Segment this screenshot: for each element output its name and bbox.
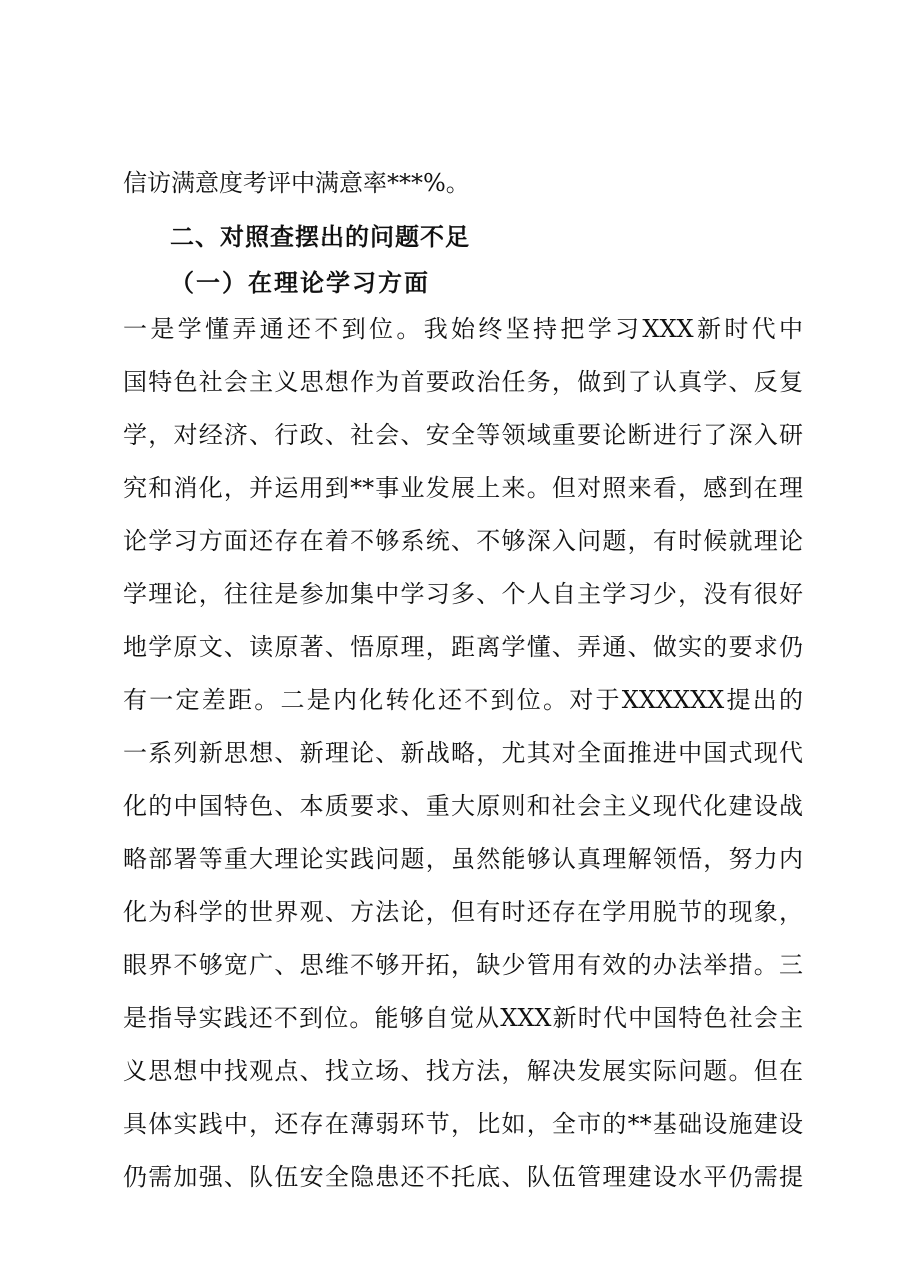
paragraph-line: 一系列新思想、新理论、新战略，尤其对全面推进中国式现代 xyxy=(123,739,803,767)
section-heading: 二、对照查摆出的问题不足 xyxy=(170,223,470,251)
paragraph-line: 略部署等重大理论实践问题，虽然能够认真理解领悟，努力内 xyxy=(123,845,803,873)
paragraph-line: 化的中国特色、本质要求、重大原则和社会主义现代化建设战 xyxy=(123,792,803,820)
paragraph-line: 义思想中找观点、找立场、找方法，解决发展实际问题。但在 xyxy=(123,1057,803,1085)
paragraph-line: 仍需加强、队伍安全隐患还不托底、队伍管理建设水平仍需提 xyxy=(123,1163,803,1191)
paragraph-line: 眼界不够宽广、思维不够开拓，缺少管用有效的办法举措。三 xyxy=(123,951,803,979)
paragraph-line: 学理论，往往是参加集中学习多、个人自主学习少，没有很好 xyxy=(123,580,803,608)
intro-line: 信访满意度考评中满意率***%。 xyxy=(123,169,470,197)
paragraph-line: 地学原文、读原著、悟原理，距离学懂、弄通、做实的要求仍 xyxy=(123,633,803,661)
paragraph-line: 究和消化，并运用到**事业发展上来。但对照来看，感到在理 xyxy=(123,474,803,502)
paragraph-line: 化为科学的世界观、方法论，但有时还存在学用脱节的现象， xyxy=(123,898,803,926)
paragraph-line: 国特色社会主义思想作为首要政治任务，做到了认真学、反复 xyxy=(123,368,803,396)
paragraph-line: 有一定差距。二是内化转化还不到位。对于XXXXXX提出的 xyxy=(123,686,803,714)
paragraph-line: 具体实践中，还存在薄弱环节，比如，全市的**基础设施建设 xyxy=(123,1110,803,1138)
paragraph-line: 学，对经济、行政、社会、安全等领域重要论断进行了深入研 xyxy=(123,421,803,449)
paragraph-line: 一是学懂弄通还不到位。我始终坚持把学习XXX新时代中 xyxy=(123,315,803,343)
paragraph-line: 是指导实践还不到位。能够自觉从XXX新时代中国特色社会主 xyxy=(123,1004,803,1032)
paragraph-line: 论学习方面还存在着不够系统、不够深入问题，有时候就理论 xyxy=(123,527,803,555)
subsection-heading: （一）在理论学习方面 xyxy=(170,268,430,297)
